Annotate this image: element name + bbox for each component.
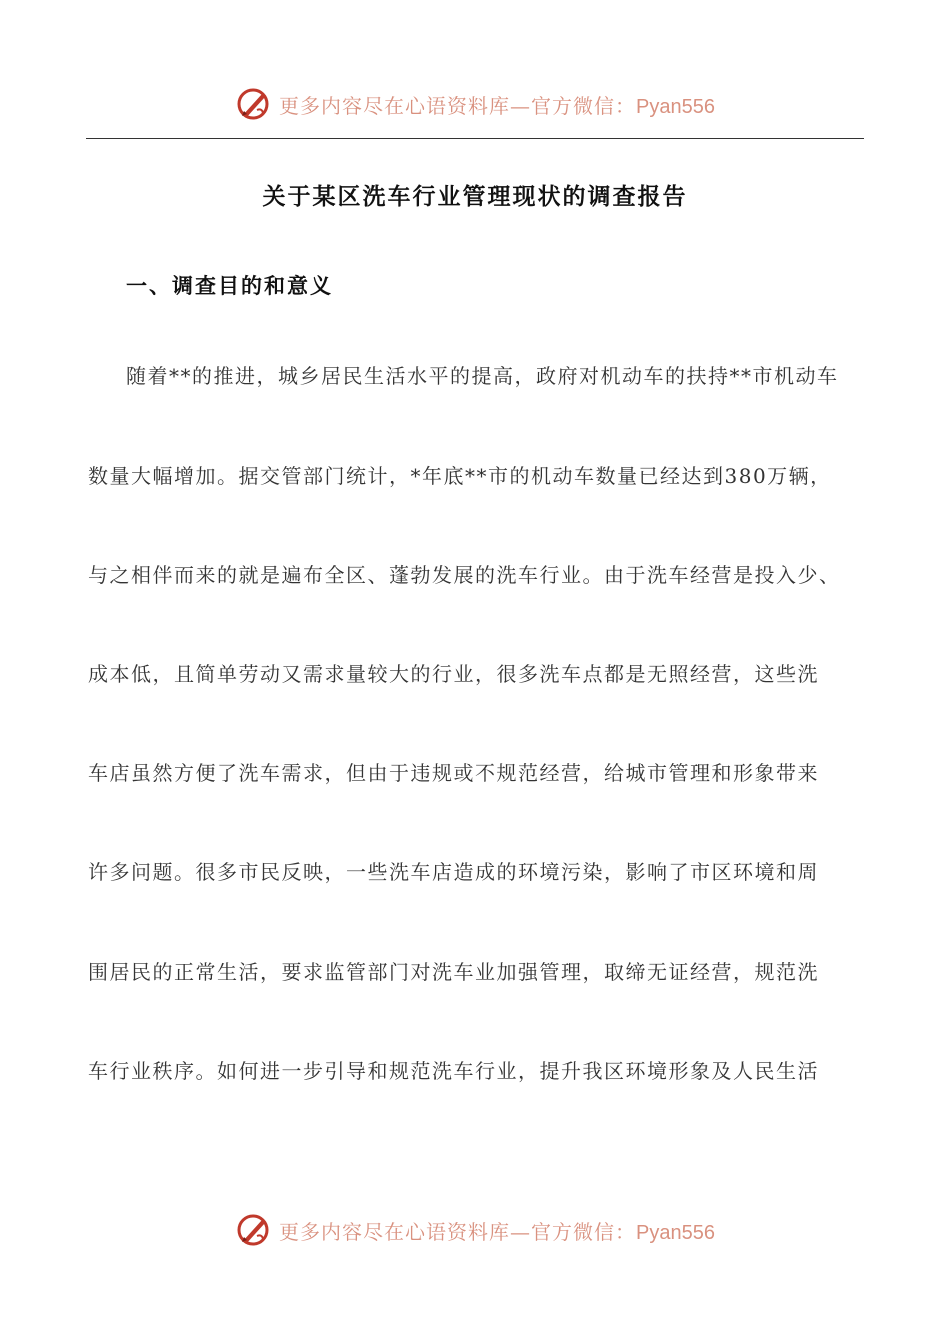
document-title: 关于某区洗车行业管理现状的调查报告 (262, 183, 688, 210)
header-watermark (0, 82, 950, 126)
paragraph-line: 许多问题。很多市民反映，一些洗车店造成的环境污染，影响了市区环境和周 (88, 860, 819, 884)
pen-logo-icon (235, 86, 271, 122)
pen-logo-icon (235, 1212, 271, 1248)
watermark-text: 更多内容尽在心语资料库—官方微信：Pyan556 (279, 1219, 715, 1244)
paragraph-line: 车行业秩序。如何进一步引导和规范洗车行业，提升我区环境形象及人民生活 (88, 1059, 819, 1083)
paragraph-line: 车店虽然方便了洗车需求，但由于违规或不规范经营，给城市管理和形象带来 (88, 761, 819, 785)
paragraph-line: 随着**的推进，城乡居民生活水平的提高，政府对机动车的扶持**市机动车 (126, 364, 839, 388)
section-heading: 一、调查目的和意义 (126, 273, 333, 298)
watermark-text: 更多内容尽在心语资料库—官方微信：Pyan556 (279, 93, 715, 118)
paragraph-line: 围居民的正常生活，要求监管部门对洗车业加强管理，取缔无证经营，规范洗 (88, 960, 819, 984)
footer-watermark (0, 1208, 950, 1252)
paragraph-line: 成本低，且简单劳动又需求量较大的行业，很多洗车点都是无照经营，这些洗 (88, 662, 819, 686)
header-divider (86, 138, 864, 139)
paragraph-line: 与之相伴而来的就是遍布全区、蓬勃发展的洗车行业。由于洗车经营是投入少、 (88, 563, 841, 587)
paragraph-line: 数量大幅增加。据交管部门统计，*年底**市的机动车数量已经达到380万辆， (88, 464, 832, 488)
watermark-wechat-id: Pyan556 (636, 1221, 715, 1244)
watermark-wechat-id: Pyan556 (636, 95, 715, 118)
